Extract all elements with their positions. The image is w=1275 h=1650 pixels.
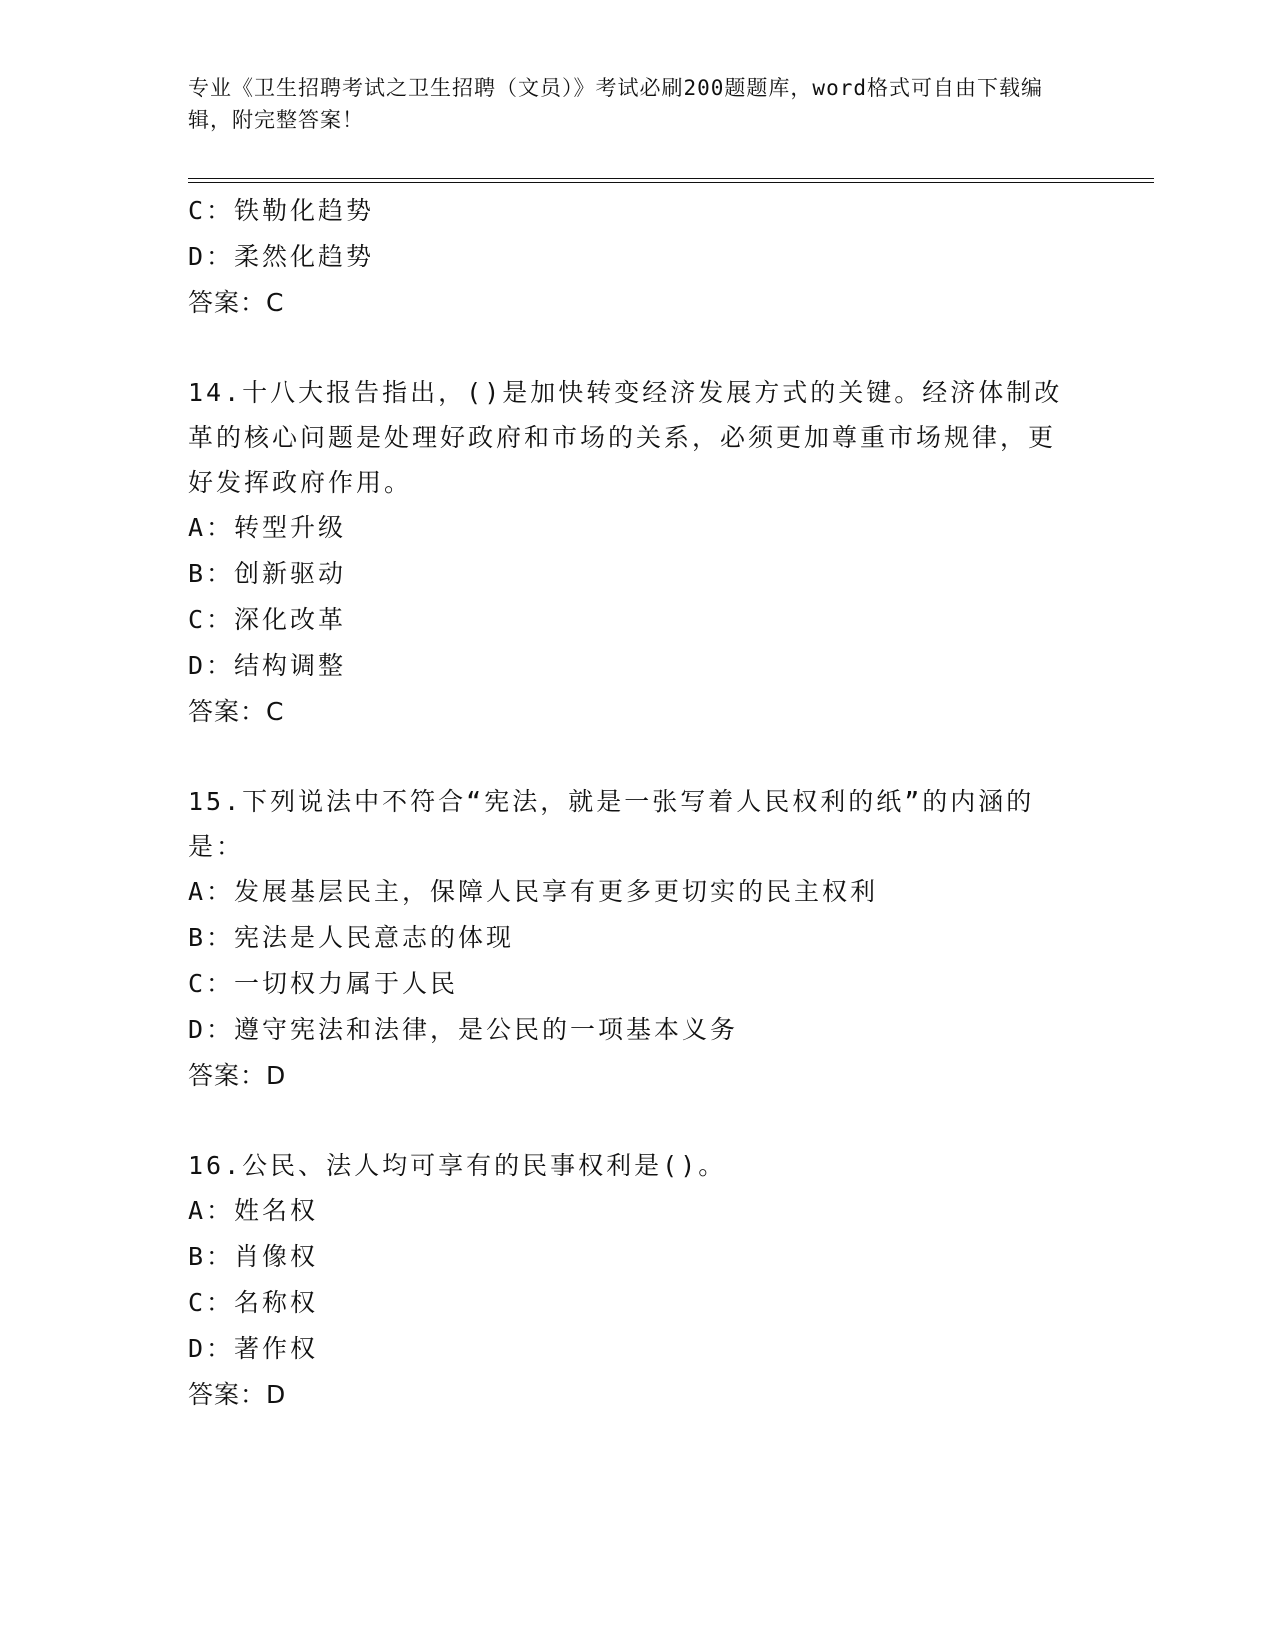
option-b: B：肖像权	[188, 1242, 319, 1271]
option-c: C：深化改革	[188, 605, 347, 634]
question-stem: 14.十八大报告指出，()是加快转变经济发展方式的关键。经济体制改革的核心问题是处理好政府和市场的关系，必须更加尊重市场规律，更好发挥政府作用。	[188, 378, 1063, 497]
spacer	[188, 1099, 1088, 1143]
option-a: A：转型升级	[188, 513, 347, 542]
page-header: 专业《卫生招聘考试之卫生招聘（文员）》考试必刷200题题库，word格式可自由下载编辑，附完整答案！	[188, 76, 1043, 132]
option-c: C：一切权力属于人民	[188, 969, 459, 998]
question-15	[188, 779, 1088, 1099]
question-stem: 16.公民、法人均可享有的民事权利是()。	[188, 1151, 727, 1180]
option-a: A：姓名权	[188, 1196, 319, 1225]
question-list	[188, 188, 1088, 1418]
spacer	[188, 735, 1088, 779]
question-stem: 15.下列说法中不符合“宪法，就是一张写着人民权利的纸”的内涵的是：	[188, 787, 1035, 861]
option-d: D：著作权	[188, 1334, 319, 1363]
option-d: D：柔然化趋势	[188, 242, 375, 271]
option-d: D：遵守宪法和法律，是公民的一项基本义务	[188, 1015, 739, 1044]
spacer	[188, 326, 1088, 370]
option-c: C：名称权	[188, 1288, 319, 1317]
question-14	[188, 370, 1088, 735]
question-carryover	[188, 188, 1088, 326]
option-b: B：创新驱动	[188, 559, 347, 588]
answer-line: 答案：D	[188, 1380, 287, 1409]
option-c: C：铁勒化趋势	[188, 196, 375, 225]
option-d: D：结构调整	[188, 651, 347, 680]
answer-line: 答案：C	[188, 288, 285, 317]
option-b: B：宪法是人民意志的体现	[188, 923, 515, 952]
header-divider	[188, 178, 1154, 183]
question-16	[188, 1143, 1088, 1418]
option-a: A：发展基层民主，保障人民享有更多更切实的民主权利	[188, 877, 879, 906]
answer-line: 答案：C	[188, 697, 285, 726]
answer-line: 答案：D	[188, 1061, 287, 1090]
